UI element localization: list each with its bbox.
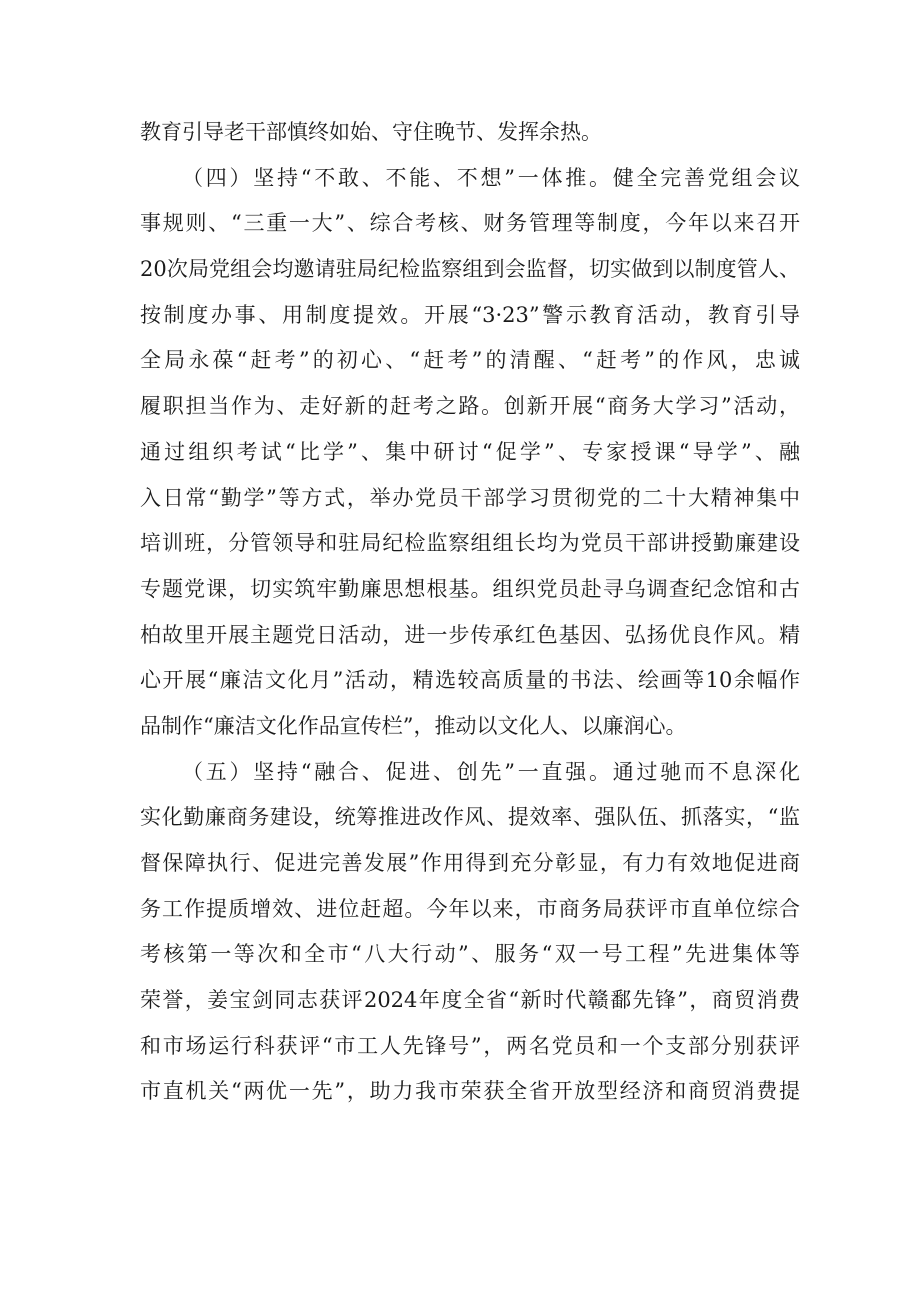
text-line: 通过组织考试“比学”、集中研讨“促学”、专家授课“导学”、融 (140, 439, 800, 464)
text-line: （五）坚持“融合、促进、创先”一直强。通过驰而不息深化 (182, 759, 800, 784)
text-line: 事规则、“三重一大”、综合考核、财务管理等制度，今年以来召开 (140, 211, 800, 236)
text-line: 专题党课，切实筑牢勤廉思想根基。组织党员赴寻乌调查纪念馆和古 (140, 576, 800, 601)
text-line: 教育引导老干部慎终如始、守住晚节、发挥余热。 (140, 120, 602, 144)
text-line: 履职担当作为、走好新的赶考之路。创新开展“商务大学习”活动， (140, 394, 800, 419)
text-line: 按制度办事、用制度提效。开展“3·23”警示教育活动，教育引导 (140, 302, 800, 327)
text-line: 督保障执行、促进完善发展”作用得到充分彰显，有力有效地促进商 (140, 851, 800, 875)
text-line: 培训班，分管领导和驻局纪检监察组组长均为党员干部讲授勤廉建设 (140, 531, 800, 556)
text-line: 入日常“勤学”等方式，举办党员干部学习贯彻党的二十大精神集中 (140, 485, 800, 510)
text-line: 柏故里开展主题党日活动，进一步传承红色基因、弘扬优良作风。精 (140, 622, 800, 647)
text-line: 20次局党组会均邀请驻局纪检监察组到会监督，切实做到以制度管人、 (140, 257, 800, 282)
body-text (140, 110, 800, 1115)
text-line: 务工作提质增效、进位赶超。今年以来，市商务局获评市直单位综合 (140, 896, 800, 921)
text-line: 考核第一等次和全市“八大行动”、服务“双一号工程”先进集体等 (140, 942, 800, 967)
text-line: 品制作“廉洁文化作品宣传栏”，推动以文化人、以廉润心。 (140, 713, 687, 738)
text-line: 心开展“廉洁文化月”活动，精选较高质量的书法、绘画等10余幅作 (140, 668, 800, 693)
text-line: 市直机关“两优一先”，助力我市荣获全省开放型经济和商贸消费提 (140, 1079, 800, 1104)
text-line: 全局永葆“赶考”的初心、“赶考”的清醒、“赶考”的作风，忠诚 (140, 348, 800, 373)
text-line: 实化勤廉商务建设，统筹推进改作风、提效率、强队伍、抓落实，“监 (140, 805, 800, 830)
text-line: 荣誉，姜宝剑同志获评2024年度全省“新时代赣鄱先锋”，商贸消费 (140, 988, 800, 1013)
text-line: 和市场运行科获评“市工人先锋号”，两名党员和一个支部分别获评 (140, 1033, 800, 1058)
text-line: （四）坚持“不敢、不能、不想”一体推。健全完善党组会议 (182, 165, 800, 190)
